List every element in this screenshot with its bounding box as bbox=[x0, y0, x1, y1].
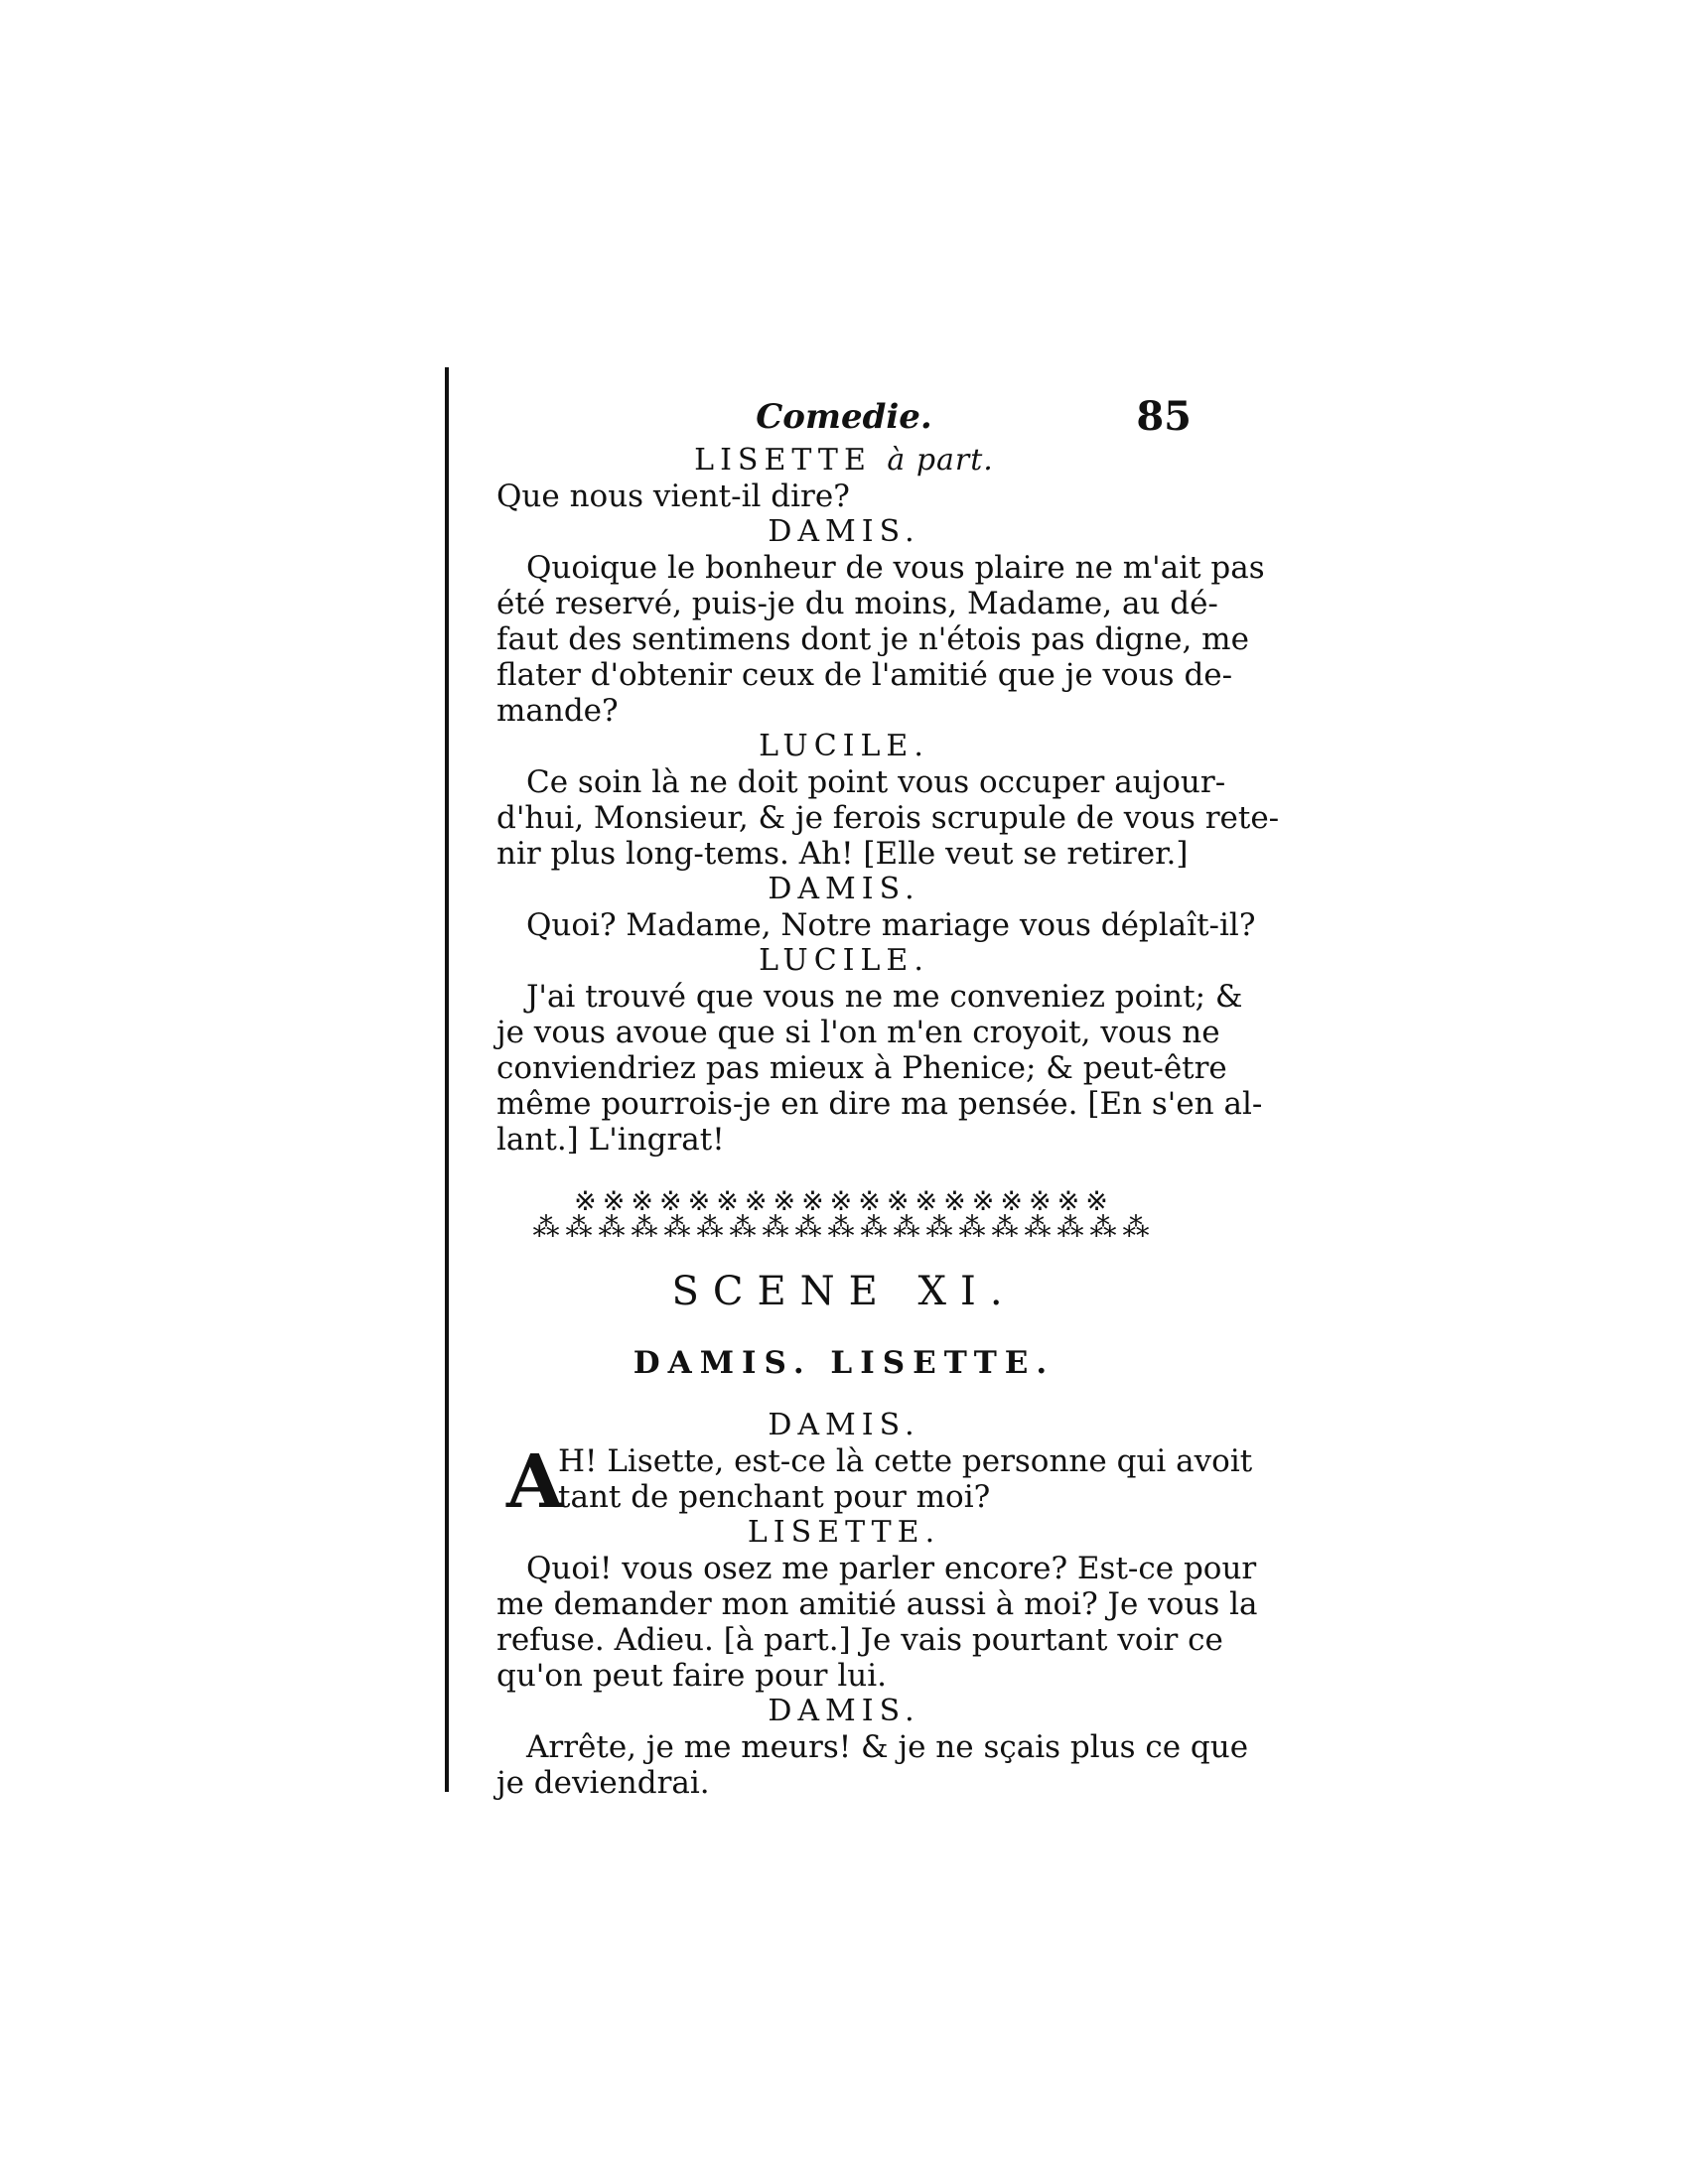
speech-line: Que nous vient-il dire? bbox=[496, 478, 850, 514]
drop-cap: A bbox=[506, 1439, 564, 1525]
dialogue-part-2 bbox=[496, 1408, 1258, 1801]
speech-line: H! Lisette, est-ce là cette personne qui avoit bbox=[558, 1443, 1253, 1479]
speech-line: lant.] L'ingrat! bbox=[496, 1122, 725, 1158]
ornament-top-row: ※※※※※※※※※※※※※※※※※※※ bbox=[574, 1189, 1114, 1217]
speech-line: flater d'obtenir ceux de l'amitié que je vous de- bbox=[496, 657, 1233, 693]
speech-line: été reservé, puis-je du moins, Madame, au dé- bbox=[496, 586, 1218, 621]
dialogue-part-1 bbox=[496, 443, 1280, 1158]
speech bbox=[496, 907, 1256, 943]
ornament-bottom-row: ⁂⁂⁂⁂⁂⁂⁂⁂⁂⁂⁂⁂⁂⁂⁂⁂⁂⁂⁂ bbox=[532, 1212, 1156, 1241]
speech bbox=[496, 478, 1192, 514]
page-edge-rule bbox=[445, 367, 449, 1792]
scene-cast: DAMIS. LISETTE. bbox=[633, 1345, 1055, 1381]
running-header bbox=[496, 393, 1192, 447]
speech-line: refuse. Adieu. [à part.] Je vais pourtant voir ce bbox=[496, 1622, 1223, 1658]
speech bbox=[496, 1729, 1249, 1801]
speech bbox=[496, 550, 1265, 729]
speech-line: mande? bbox=[496, 693, 619, 729]
running-title: Comedie. bbox=[756, 397, 932, 437]
ornament-band bbox=[496, 1189, 1192, 1241]
speech-line: Quoi! vous osez me parler encore? Est-ce pour bbox=[526, 1551, 1257, 1586]
speech-with-dropcap bbox=[496, 1439, 1253, 1525]
speech-line: me demander mon amitié aussi à moi? Je vous la bbox=[496, 1586, 1258, 1622]
speaker-name: LISETTE bbox=[694, 443, 872, 478]
speech-line: Arrête, je me meurs! & je ne sçais plus ce que bbox=[526, 1729, 1249, 1765]
speech bbox=[496, 764, 1280, 872]
scene-title: SCENE XI. bbox=[671, 1269, 1017, 1314]
speech-line: conviendriez pas mieux à Phenice; & peut-être bbox=[496, 1050, 1227, 1086]
speech bbox=[496, 1551, 1258, 1694]
speech-line: je vous avoue que si l'on m'en croyoit, vous ne bbox=[496, 1015, 1220, 1050]
speech-line: Quoique le bonheur de vous plaire ne m'ait pas bbox=[526, 550, 1265, 586]
speaker-lisette: LISETTE. bbox=[747, 1515, 941, 1550]
speaker-aside: à part. bbox=[887, 443, 994, 478]
speaker-lisette bbox=[496, 443, 1192, 478]
speaker-lucile: LUCILE. bbox=[759, 729, 929, 763]
speech-line: Quoi? Madame, Notre mariage vous déplaît-il? bbox=[526, 907, 1256, 943]
speech-line: J'ai trouvé que vous ne me conveniez point; & bbox=[526, 979, 1243, 1015]
speech-line: Ce soin là ne doit point vous occuper aujour- bbox=[526, 764, 1226, 800]
speech-line: faut des sentimens dont je n'étois pas digne, me bbox=[496, 621, 1249, 657]
speaker-damis: DAMIS. bbox=[768, 1408, 920, 1442]
speech-line: tant de penchant pour moi? bbox=[558, 1479, 991, 1515]
speaker-lucile: LUCILE. bbox=[759, 943, 929, 978]
speech-line: je deviendrai. bbox=[496, 1765, 710, 1801]
page-number: 85 bbox=[1136, 393, 1192, 440]
speech-line: nir plus long-tems. Ah! [Elle veut se retirer.] bbox=[496, 836, 1189, 872]
speaker-damis: DAMIS. bbox=[768, 1694, 920, 1728]
speaker-damis: DAMIS. bbox=[768, 872, 920, 906]
speech bbox=[496, 979, 1263, 1158]
speech-line: qu'on peut faire pour lui. bbox=[496, 1658, 887, 1694]
speaker-damis: DAMIS. bbox=[768, 514, 920, 549]
speech-line: d'hui, Monsieur, & je ferois scrupule de vous rete- bbox=[496, 800, 1280, 836]
speech-line: même pourrois-je en dire ma pensée. [En s'en al- bbox=[496, 1086, 1263, 1122]
